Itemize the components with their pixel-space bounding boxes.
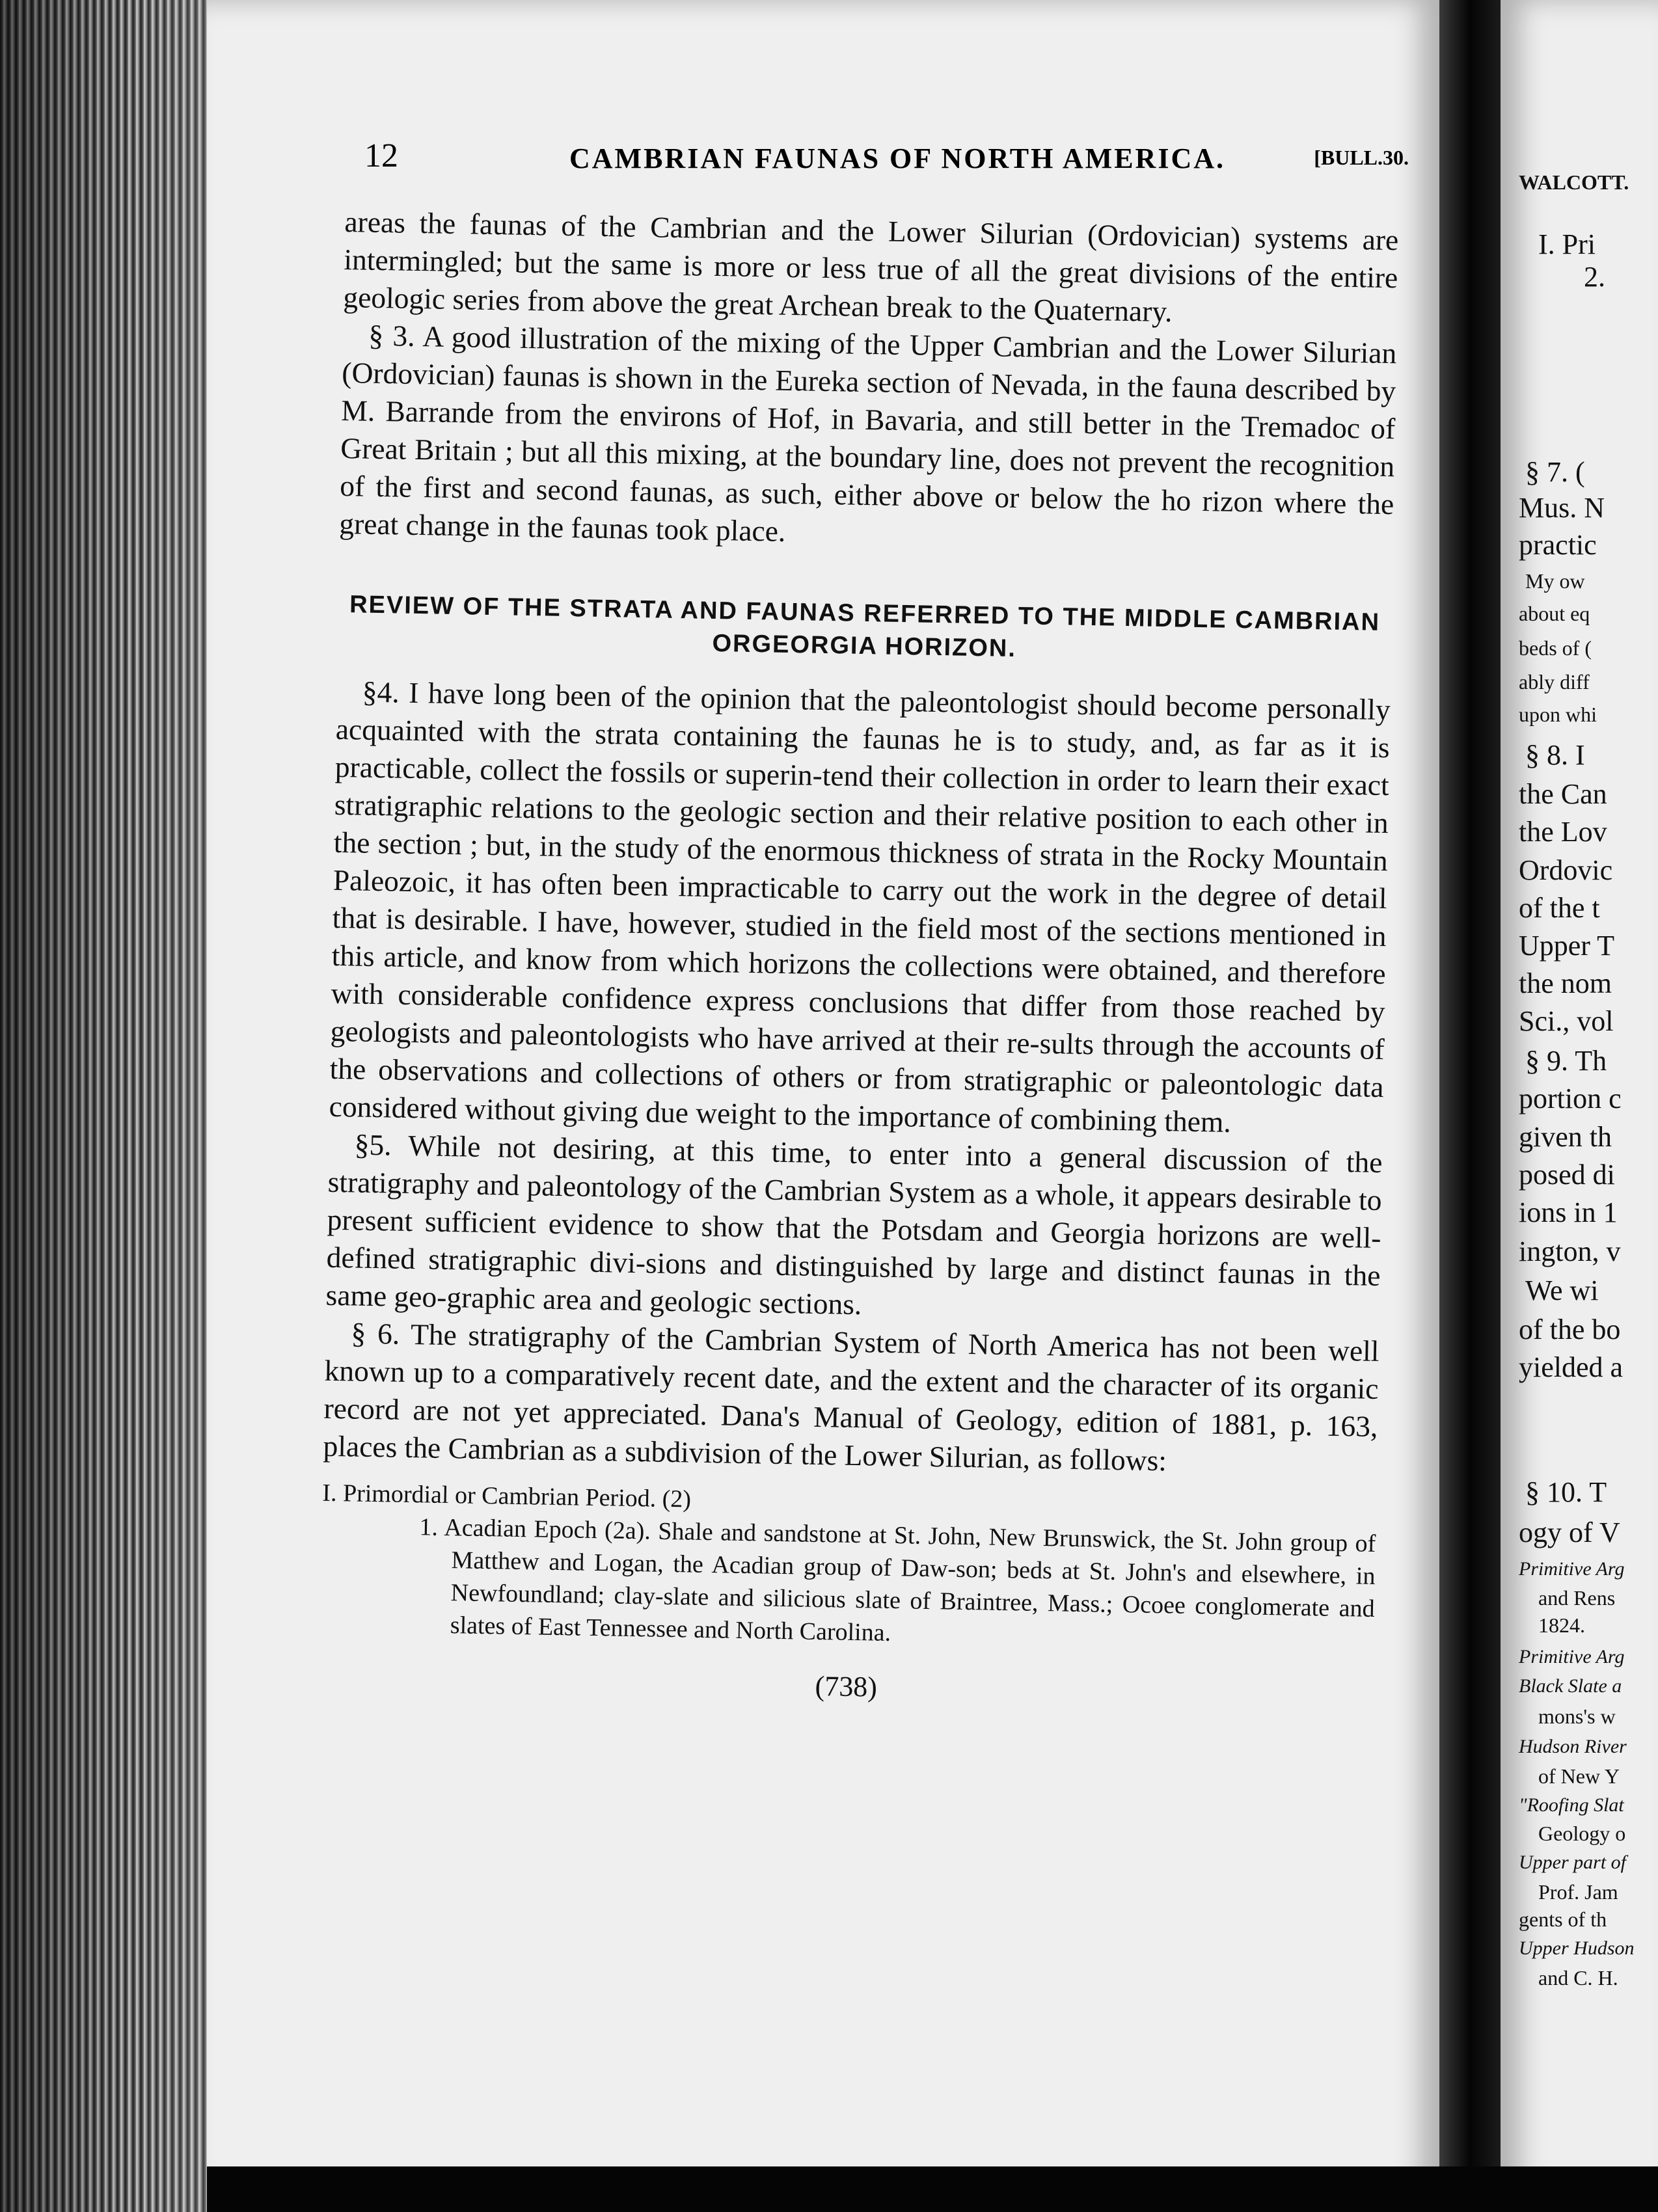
folio-number: (738) [815,1669,878,1703]
right-page-line: Sci., vol [1519,1005,1614,1037]
outline-period: I. Primordial or Cambrian Period. (2) [322,1479,692,1513]
outline-epoch: 1. Acadian Epoch (2a). Shale and sandstone at St. John, New Brunswick, the St. John group of Matthew and Logan, the Acadian group of Daw-son; beds at St. John's and elsewhere, in Newfoundland; clay-slate and silicious slate of Braintree, Mass.; Ocoee conglomerate and slates of East Tennessee and North Carolina. [419,1513,1376,1647]
right-page-line: "Roofing Slat [1519,1794,1624,1816]
paragraph-section-6: § 6. The stratigraphy of the Cambrian System of North America has not been well known up to a comparatively recent date, and the extent and the character of its organic record are not yet appreciated. Dana's Manual of Geology, edition of 1881, p. 163, places the Cambrian as a subdivision of the Lower Silurian, as follows: [323,1316,1379,1477]
right-page-line: Hudson River [1519,1736,1627,1757]
right-page-line: of the bo [1519,1314,1621,1345]
section-heading: REVIEW OF THE STRATA AND FAUNAS REFERRED TO THE MIDDLE CAMBRIAN ORGEORGIA HORIZON. [349,591,1381,663]
right-page-line: the Can [1519,778,1607,810]
book-gutter [1439,0,1501,2212]
scan-border [207,2166,1658,2212]
right-page-line: Black Slate a [1519,1675,1622,1697]
right-page-line: posed di [1519,1159,1615,1191]
right-page-line: of the t [1519,892,1600,924]
right-page-line: Ordovic [1519,854,1613,886]
paragraph-section-4: §4. I have long been of the opinion that the paleontologist should become personally acquainted with the strata containing the faunas he is to study, and, as far as it is practicable, collect the fossils or superin-tend their collection in order to learn their exact stratigraphic relations to the geologic section and their relative position to each other in the section ; but, in the study of the enormous thickness of strata in the Rocky Mountain Paleozoic, it has often been impracticable to carry out the work in the degree of detail that is desirable. I have, however, studied in the field most of the sections mentioned in this article, and know from which horizons the collections were obtained, and therefore with considerable confidence express conclusions that differ from those reached by geologists and paleontologists who have arrived at their re-sults through the accounts of the observations and collections of others or from stratigraphic or paleontologic data considered without giving due weight to the importance of combining them. [329,675,1391,1139]
right-page-line: the nom [1519,967,1612,999]
bulletin-reference: [BULL.30. [1314,146,1409,169]
right-page-line: Upper Hudson [1519,1937,1635,1959]
right-page-line: Geology o [1538,1822,1626,1845]
right-page-line: yielded a [1519,1351,1624,1383]
right-page-line: about eq [1519,602,1590,625]
right-page-line: § 10. T [1525,1476,1607,1508]
right-page-line: mons's w [1538,1705,1616,1728]
right-page-line: § 9. Th [1525,1045,1607,1077]
right-page-line: of New Y [1538,1764,1620,1788]
right-page-line: ions in 1 [1519,1196,1618,1228]
right-page-line: Mus. N [1519,492,1605,524]
right-page-line: Prof. Jam [1538,1880,1618,1904]
right-page-line: practic [1519,529,1597,561]
classification-outline [319,1477,1376,1658]
running-title: CAMBRIAN FAUNAS OF NORTH AMERICA. [569,142,1226,174]
right-page-line: and Rens [1538,1586,1616,1610]
right-page-line: Primitive Arg [1519,1646,1625,1667]
right-page-line: I. Pri [1538,228,1596,260]
paragraph-continuation: areas the faunas of the Cambrian and the Lower Silurian (Ordovician) systems are intermingled; but the same is more or less true of all the great divisions of the entire geologic series from above the great Archean break to the Quaternary. [343,204,1399,329]
right-page-line: upon whi [1519,703,1597,726]
right-page-line: ably diff [1519,670,1590,694]
right-page-line: § 8. I [1525,739,1585,771]
right-page-line: given th [1519,1121,1612,1153]
right-page-line: Primitive Arg [1519,1558,1625,1580]
right-page-line: ington, v [1519,1235,1621,1267]
right-page-header: WALCOTT. [1519,170,1629,194]
right-page-line: 2. [1584,261,1605,293]
right-page-line: beds of ( [1519,636,1592,660]
right-page [1501,0,1658,2212]
paragraph-section-5: §5. While not desiring, at this time, to enter into a general discussion of the stratigraphy and paleontology of the Cambrian System as a whole, it appears desirable to present sufficient evidence to show that the Potsdam and Georgia horizons are well-defined stratigraphic divi-sions and distinguished by large and distinct faunas in the same geo-graphic area and geologic sections. [325,1127,1383,1321]
right-page-line: § 7. ( [1525,456,1585,488]
right-page-line: Upper T [1519,930,1615,962]
right-page-line: the Lov [1519,816,1607,848]
right-page-line: portion c [1519,1083,1622,1114]
page-number: 12 [364,137,398,174]
right-page-line: Upper part of [1519,1852,1626,1873]
paragraph-section-3: § 3. A good illustration of the mixing of the Upper Cambrian and the Lower Silurian (Ordovician) faunas is shown in the Eureka section of Nevada, in the fauna described by M. Barrande from the environs of Hof, in Bavaria, and still better in the Tremadoc of Great Britain ; but all this mixing, at the boundary line, does not prevent the recognition of the first and second faunas, as such, either above or below the ho rizon where the great change in the faunas took place. [338,318,1397,548]
right-page-line: and C. H. [1538,1966,1618,1989]
book-page-edges [0,0,215,2212]
page-body [319,203,1399,1715]
right-page-line: My ow [1525,569,1585,593]
right-page-line: We wi [1525,1275,1599,1306]
right-page-line: 1824. [1538,1613,1585,1637]
right-page-line: gents of th [1519,1908,1607,1931]
right-page-line: ogy of V [1519,1517,1620,1548]
